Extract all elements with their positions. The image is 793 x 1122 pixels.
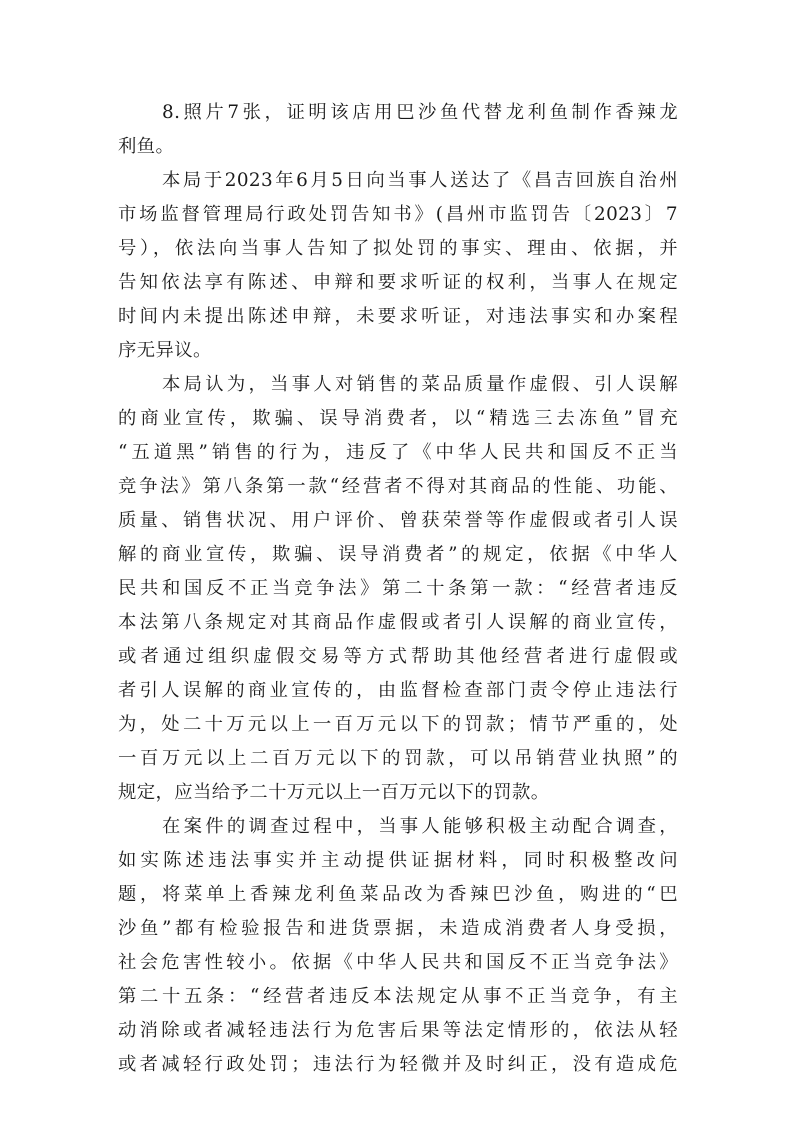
text-line: 序无异议。 (118, 340, 212, 361)
text-line: 民共和国反不正当竞争法》第二十条第一款：“经营者违反 (118, 578, 678, 599)
text-line: 为，处二十万元以上一百万元以下的罚款；情节严重的，处 (118, 714, 678, 735)
text-line: 竞争法》第八条第一款“经营者不得对其商品的性能、功能、 (118, 476, 678, 497)
text-line: 一百万元以上二百万元以下的罚款，可以吊销营业执照”的 (118, 748, 678, 769)
text-line: “五道黑”销售的行为，违反了《中华人民共和国反不正当 (118, 442, 678, 463)
text-line: 或者通过组织虚假交易等方式帮助其他经营者进行虚假或 (118, 646, 678, 667)
text-line: 者引人误解的商业宣传的，由监督检查部门责令停止违法行 (118, 680, 678, 701)
text-line: 或者减轻行政处罚；违法行为轻微并及时纠正，没有造成危 (118, 1054, 678, 1075)
text-line: 的商业宣传，欺骗、误导消费者，以“精选三去冻鱼”冒充 (118, 408, 678, 429)
text-line: 沙鱼”都有检验报告和进货票据，未造成消费者人身受损， (118, 918, 678, 939)
text-line: 时间内未提出陈述申辩，未要求听证，对违法事实和办案程 (118, 306, 678, 327)
text-line: 号），依法向当事人告知了拟处罚的事实、理由、依据，并 (118, 238, 678, 259)
text-line: 本法第八条规定对其商品作虚假或者引人误解的商业宣传， (118, 612, 678, 633)
text-line: 告知依法享有陈述、申辩和要求听证的权利，当事人在规定 (118, 272, 678, 293)
text-line: 在案件的调查过程中，当事人能够积极主动配合调查， (162, 816, 678, 837)
text-line: 利鱼。 (118, 136, 175, 157)
text-line: 题，将菜单上香辣龙利鱼菜品改为香辣巴沙鱼，购进的“巴 (118, 884, 678, 905)
text-line: 第二十五条：“经营者违反本法规定从事不正当竞争，有主 (118, 986, 678, 1007)
text-line: 规定，应当给予二十万元以上一百万元以下的罚款。 (118, 782, 550, 803)
text-line: 8.照片7张，证明该店用巴沙鱼代替龙利鱼制作香辣龙 (162, 102, 678, 123)
text-line: 市场监督管理局行政处罚告知书》(昌州市监罚告〔2023〕7 (118, 204, 678, 225)
text-line: 质量、销售状况、用户评价、曾获荣誉等作虚假或者引人误 (118, 510, 678, 531)
text-line: 解的商业宣传，欺骗、误导消费者”的规定，依据《中华人 (118, 544, 678, 565)
text-line: 如实陈述违法事实并主动提供证据材料，同时积极整改问 (118, 850, 678, 871)
text-line: 社会危害性较小。依据《中华人民共和国反不正当竞争法》 (118, 952, 678, 973)
text-line: 本局认为，当事人对销售的菜品质量作虚假、引人误解 (162, 374, 678, 395)
text-line: 动消除或者减轻违法行为危害后果等法定情形的，依法从轻 (118, 1020, 678, 1041)
text-line: 本局于2023年6月5日向当事人送达了《昌吉回族自治州 (162, 170, 678, 191)
